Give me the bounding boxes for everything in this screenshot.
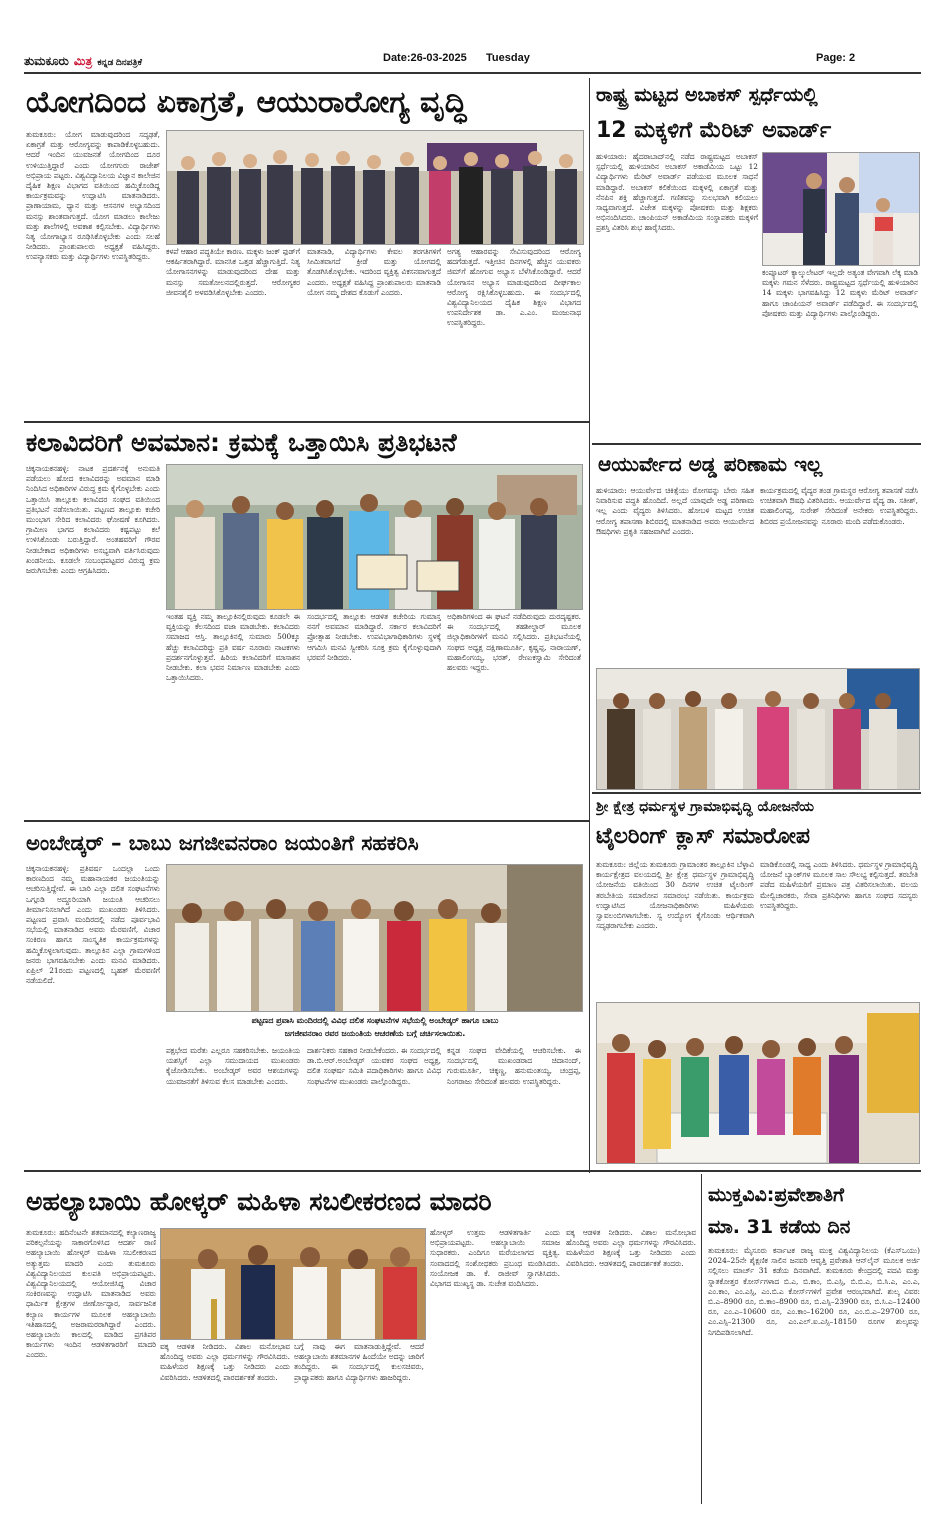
tailoring-headline-2: ಟೈಲರಿಂಗ್ ಕ್ಲಾಸ್ ಸಮಾರೋಪ <box>596 824 811 849</box>
tailoring-photo <box>596 1002 920 1164</box>
yoga-photo <box>166 130 584 245</box>
ayurveda-col1: ಹುಳಿಯಾರು: ಆಯುರ್ವೇದ ಚಿಕಿತ್ಸೆಯು ರೋಗವನ್ನು ಬೇರು ಸಹಿತ ನಿವಾರಿಸುವ ಪದ್ಧತಿ ಹೊಂದಿದೆ. ಅಲ್ಲದೆ ಯಾವುದೇ ಅಡ್ಡ ಪರಿಣಾಮ ಇಲ್ಲ ಎಂದು ವೈದ್ಯರು ತಿಳಿಸಿದರು. ಹೋಬಳಿ ಮಟ್ಟದ ಉಚಿತ ಆರೋಗ್ಯ ತಪಾಸಣಾ ಶಿಬಿರದಲ್ಲಿ ಮಾತನಾಡಿದ ಅವರು ಆಯುರ್ವೇದ ಔಷಧಿಗಳು ಪ್ರಕೃತಿ ಸಹಜವಾಗಿವೆ ಎಂದರು. <box>596 486 754 536</box>
ahalya-col4: ಹೋಳ್ಕರ್ ಉತ್ತಮ ಆಡಳಿತಗಾರ್ತಿ ಎಂದು ಅಭಿಪ್ರಾಯಪಟ್ಟರು. ಅಹಲ್ಯಾಬಾಯಿ ಸಮಾಜ ಸುಧಾರಕರು. ಎಂದಿಗೂ ಮರೆಯಲಾಗದ ವ್ಯಕ್ತಿತ್ವ. ಸಂವಾದದಲ್ಲಿ ಸಂಶೋಧಕರು ಪ್ರಬಂಧ ಮಂಡಿಸಿದರು. ಸಂಯೋಜಕ ಡಾ. ಕೆ. ರಾಜೀವ್ ಸ್ವಾಗತಿಸಿದರು. ವಿಭಾಗದ ಮುಖ್ಯಸ್ಥ ಡಾ. ಸುಚೇತ ವಂದಿಸಿದರು. <box>430 1228 560 1289</box>
ayurveda-headline: ಆಯುರ್ವೇದ ಅಡ್ಡ ಪರಿಣಾಮ ಇಲ್ಲ <box>598 452 823 476</box>
ambedkar-caption: ಪಟ್ಟಣದ ಪ್ರವಾಸಿ ಮಂದಿರದಲ್ಲಿ ವಿವಿಧ ದಲಿತ ಸಂಘಟನೆಗಳ ಸಭೆಯಲ್ಲಿ ಅಂಬೇಡ್ಕರ್ ಹಾಗೂ ಬಾಬು ಜಗಜೀವನರಾಂ ರವರ ಜಯಂತಿಯ ಆಚರಣೆಯ ಬಗ್ಗೆ ಚರ್ಚಿಸಲಾಯಿತು. <box>251 1016 499 1038</box>
ambedkar-headline: ಅಂಬೇಡ್ಕರ್ – ಬಾಬು ಜಗಜೀವನರಾಂ ಜಯಂತಿಗೆ ಸಹಕರಿಸಿ <box>26 831 419 855</box>
column-rule-bottom <box>701 1174 702 1504</box>
abacus-col2: ಕಂಪ್ಯೂಟರ್ ಕ್ಯಾಲ್ಕುಲೇಟರ್ ಇಲ್ಲದೇ ಅತ್ಯಂತ ವೇಗವಾಗಿ ಲೆಕ್ಕ ಮಾಡಿ ಮಕ್ಕಳು ಗಮನ ಸೆಳೆದರು. ರಾಷ್ಟ್ರಮಟ್ಟದ ಸ್ಪರ್ಧೆಯಲ್ಲಿ ಹುಳಿಯಾರಿನ 14 ಮಕ್ಕಳು ಭಾಗವಹಿಸಿದ್ದು 12 ಮಕ್ಕಳು ಮೆರಿಟ್ ಅವಾರ್ಡ್ ಹಾಗೂ ಚಾಂಪಿಯನ್ ಅವಾರ್ಡ್ ಪಡೆದಿದ್ದಾರೆ. ಈ ಸಂದರ್ಭದಲ್ಲಿ ಪೋಷಕರು ಮತ್ತು ವಿದ್ಯಾರ್ಥಿಗಳು ಪಾಲ್ಗೊಂಡಿದ್ದರು. <box>762 268 918 318</box>
ayurveda-col2: ಕಾರ್ಯಕ್ರಮದಲ್ಲಿ ವೈದ್ಯರ ತಂಡ ಗ್ರಾಮಸ್ಥರ ಆರೋಗ್ಯ ತಪಾಸಣೆ ನಡೆಸಿ ಉಚಿತವಾಗಿ ಔಷಧಿ ವಿತರಿಸಿದರು. ಆಯುರ್ವೇದ ವೈದ್ಯ ಡಾ. ಸತೀಶ್, ಮಹಾಲಿಂಗಪ್ಪ, ಸುರೇಶ್ ಸೇರಿದಂತೆ ಅನೇಕರು ಉಪಸ್ಥಿತರಿದ್ದರು. ಶಿಬಿರದ ಪ್ರಯೋಜನವನ್ನು ನೂರಾರು ಮಂದಿ ಪಡೆದುಕೊಂಡರು. <box>760 486 918 526</box>
yoga-col2: ಕಳಪೆ ಆಹಾರ ಪದ್ಧತಿಯೇ ಕಾರಣ. ಮಕ್ಕಳು ಜಂಕ್ ಫುಡ್‌ಗೆ ಆಕರ್ಷಿತರಾಗಿದ್ದಾರೆ. ಮಾನಸಿಕ ಒತ್ತಡ ಹೆಚ್ಚಾಗುತ್ತಿದೆ. ನಿತ್ಯ ಯೋಗಾಸನಗಳನ್ನು ಮಾಡುವುದರಿಂದ ದೇಹ ಮತ್ತು ಮನಸ್ಸು ಸಮತೋಲನದಲ್ಲಿರುತ್ತದೆ. ಆರೋಗ್ಯಕರ ಜೀವನಶೈಲಿ ಅಳವಡಿಸಿಕೊಳ್ಳಬೇಕು ಎಂದರು. <box>166 247 300 297</box>
abacus-headline-1: ರಾಷ್ಟ್ರ ಮಟ್ಟದ ಅಬಾಕಸ್ ಸ್ಪರ್ಧೆಯಲ್ಲಿ <box>596 84 818 106</box>
masthead-subtitle: ಕನ್ನಡ ದಿನಪತ್ರಿಕೆ <box>97 57 142 67</box>
abacus-photo <box>762 152 920 266</box>
ahalya-col3: ಬಗ್ಗೆ ನಾವು ಈಗ ಮಾತನಾಡುತ್ತಿದ್ದೇವೆ. ಆದರೆ ಅಹಲ್ಯಾಬಾಯಿ ಶತಮಾನಗಳ ಹಿಂದೆಯೇ ಅದನ್ನು ಜಾರಿಗೆ ತಂದಿದ್ದರು. ಈ ಸಂದರ್ಭದಲ್ಲಿ ಕುಲಸಚಿವರು, ಪ್ರಾಧ್ಯಾಪಕರು ಹಾಗೂ ವಿದ್ಯಾರ್ಥಿಗಳು ಹಾಜರಿದ್ದರು. <box>294 1342 424 1382</box>
ahalya-col1: ತುಮಕೂರು: ಹದಿನೆಂಟನೇ ಶತಮಾನದಲ್ಲಿ ಕಲ್ಯಾಣರಾಜ್ಯ ಪರಿಕಲ್ಪನೆಯನ್ನು ಸಾಕಾರಗೊಳಿಸಿದ ಆದರ್ಶ ರಾಣಿ ಅಹಲ್ಯಾಬಾಯಿ ಹೋಳ್ಕರ್ ಮಹಿಳಾ ಸಬಲೀಕರಣದ ಅತ್ಯುತ್ತಮ ಮಾದರಿ ಎಂದು ತುಮಕೂರು ವಿಶ್ವವಿದ್ಯಾನಿಲಯದ ಕುಲಪತಿ ಅಭಿಪ್ರಾಯಪಟ್ಟರು. ವಿಶ್ವವಿದ್ಯಾನಿಲಯದಲ್ಲಿ ಆಯೋಜಿಸಿದ್ದ ವಿಚಾರ ಸಂಕಿರಣವನ್ನು ಉದ್ಘಾಟಿಸಿ ಮಾತನಾಡಿದ ಅವರು ಧಾರ್ಮಿಕ ಕ್ಷೇತ್ರಗಳ ಜೀರ್ಣೋದ್ಧಾರ, ಸಾರ್ವಜನಿಕ ಕಲ್ಯಾಣ ಕಾರ್ಯಗಳ ಮೂಲಕ ಅಹಲ್ಯಾಬಾಯಿ ಇತಿಹಾಸದಲ್ಲಿ ಅಜರಾಮರರಾಗಿದ್ದಾರೆ ಎಂದರು. ಅಹಲ್ಯಾಬಾಯಿ ಕಾಲದಲ್ಲಿ ಮಾಡಿದ ಪ್ರಗತಿಪರ ಕಾರ್ಯಗಳು ಇಂದಿನ ಆಡಳಿತಗಾರರಿಗೆ ಮಾದರಿ ಎಂದರು. <box>26 1228 156 1360</box>
protest-headline: ಕಲಾವಿದರಿಗೆ ಅವಮಾನ: ಕ್ರಮಕ್ಕೆ ಒತ್ತಾಯಿಸಿ ಪ್ರತಿಭಟನೆ <box>26 428 457 457</box>
section-rule-3 <box>24 1170 921 1172</box>
ahalya-headline: ಅಹಲ್ಯಾಬಾಯಿ ಹೋಳ್ಕರ್ ಮಹಿಳಾ ಸಬಲೀಕರಣದ ಮಾದರಿ <box>26 1187 492 1216</box>
yoga-headline: ಯೋಗದಿಂದ ಏಕಾಗ್ರತೆ, ಆಯುರಾರೋಗ್ಯ ವೃದ್ಧಿ <box>26 85 467 120</box>
protest-photo <box>166 464 583 610</box>
admission-col1: ತುಮಕೂರು: ಮೈಸೂರು ಕರ್ನಾಟಕ ರಾಜ್ಯ ಮುಕ್ತ ವಿಶ್ವವಿದ್ಯಾನಿಲಯ (ಕೆಎಸ್‌ಒಯು) 2024–25ನೇ ಶೈಕ್ಷಣಿಕ ಸಾಲಿನ ಜನವರಿ ಆವೃತ್ತಿ ಪ್ರವೇಶಾತಿ ಆನ್‌ಲೈನ್ ಮೂಲಕ ಅರ್ಜಿ ಸಲ್ಲಿಸಲು ಮಾರ್ಚ್ 31 ಕಡೆಯ ದಿನವಾಗಿದೆ. ತುಮಕೂರು ಕೇಂದ್ರದಲ್ಲಿ ಪದವಿ ಮತ್ತು ಸ್ನಾತಕೋತ್ತರ ಕೋರ್ಸ್‌ಗಳಾದ ಬಿ.ಎ, ಬಿ.ಕಾಂ, ಬಿ.ಎಸ್ಸಿ, ಬಿ.ಬಿ.ಎ, ಬಿ.ಸಿ.ಎ, ಎಂ.ಎ, ಎಂ.ಕಾಂ, ಎಂ.ಎಸ್ಸಿ, ಎಂ.ಬಿ.ಎ ಕೋರ್ಸ್‌ಗಳಿಗೆ ಪ್ರವೇಶ ಆರಂಭವಾಗಿದೆ. ಶುಲ್ಕ ವಿವರ: ಬಿ.ಎ–8900 ರೂ, ಬಿ.ಕಾಂ–8900 ರೂ, ಬಿ.ಎಸ್ಸಿ–23900 ರೂ, ಬಿ.ಸಿ.ಎ–12400 ರೂ, ಎಂ.ಎ–10600 ರೂ, ಎಂ.ಕಾಂ–16200 ರೂ, ಎಂ.ಬಿ.ಎ–29700 ರೂ, ಎಂ.ಎಸ್ಸಿ–21300 ರೂ, ಎಂ.ಎಲ್.ಐ.ಎಸ್ಸಿ–18150 ರೂಗಳ ಶುಲ್ಕವನ್ನು ನಿಗದಿಪಡಿಸಲಾಗಿದೆ. <box>708 1246 920 1337</box>
ayurveda-photo <box>596 668 920 790</box>
header-day: Tuesday <box>486 52 530 64</box>
yoga-col3: ಮಾತನಾಡಿ, ವಿದ್ಯಾರ್ಥಿಗಳು ಕೇವಲ ತರಗತಿಗಳಿಗೆ ಸೀಮಿತವಾಗದೆ ಕ್ರೀಡೆ ಮತ್ತು ಯೋಗದಲ್ಲಿ ತೊಡಗಿಸಿಕೊಳ್ಳಬೇಕು. ಇದರಿಂದ ವ್ಯಕ್ತಿತ್ವ ವಿಕಸನವಾಗುತ್ತದೆ ಎಂದರು. ಅಧ್ಯಕ್ಷತೆ ವಹಿಸಿದ್ದ ಪ್ರಾಂಶುಪಾಲರು ಮಾತನಾಡಿ ಯೋಗ ನಮ್ಮ ದೇಶದ ಕೊಡುಗೆ ಎಂದರು. <box>307 247 441 297</box>
section-rule-right-1 <box>592 443 921 445</box>
tailoring-col2: ಮಾಡಿಕೊಂಡಲ್ಲಿ ಸಾಧ್ಯ ಎಂದು ತಿಳಿಸಿದರು. ಧರ್ಮಸ್ಥಳ ಗ್ರಾಮಾಭಿವೃದ್ಧಿ ಯೋಜನೆ ಬ್ಯಾಂಕ್‌ಗಳ ಮೂಲಕ ಸಾಲ ಸೌಲಭ್ಯ ಕಲ್ಪಿಸುತ್ತದೆ. ತರಬೇತಿ ಪಡೆದ ಮಹಿಳೆಯರಿಗೆ ಪ್ರಮಾಣ ಪತ್ರ ವಿತರಿಸಲಾಯಿತು. ವಲಯ ಮೇಲ್ವಿಚಾರಕರು, ಸೇವಾ ಪ್ರತಿನಿಧಿಗಳು ಹಾಗೂ ಸಂಘದ ಸದಸ್ಯರು ಉಪಸ್ಥಿತರಿದ್ದರು. <box>760 860 918 910</box>
ambedkar-col3: ದಾರ್ಶನಿಕರು ಸಹಕಾರ ನೀಡಬೇಕೆಂದರು. ಈ ಸಂದರ್ಭದಲ್ಲಿ ಡಾ.ಬಿ.ಆರ್.ಅಂಬೇಡ್ಕರ್ ಯುವಕರ ಸಂಘದ ಅಧ್ಯಕ್ಷ, ದಲಿತ ಸಂಘರ್ಷ ಸಮಿತಿ ಪದಾಧಿಕಾರಿಗಳು ಹಾಗೂ ವಿವಿಧ ಸಂಘಟನೆಗಳ ಮುಖಂಡರು ಪಾಲ್ಗೊಂಡಿದ್ದರು. <box>307 1046 441 1086</box>
header-rule <box>24 72 921 74</box>
section-rule-2 <box>24 820 589 822</box>
yoga-col1: ತುಮಕೂರು: ಯೋಗ ಮಾಡುವುದರಿಂದ ಸದೃಢತೆ, ಏಕಾಗ್ರತೆ ಮತ್ತು ಆರೋಗ್ಯವನ್ನು ಕಾಪಾಡಿಕೊಳ್ಳಬಹುದು. ಆದರೆ ಇಂದಿನ ಯುವಜನತೆ ಯೋಗದಿಂದ ದೂರ ಉಳಿಯುತ್ತಿದ್ದಾರೆ ಎಂದು ಯೋಗಗುರು ರಾಜೇಶ್ ಅಭಿಪ್ರಾಯ ಪಟ್ಟರು. ವಿಶ್ವವಿದ್ಯಾನಿಲಯ ವಿಜ್ಞಾನ ಕಾಲೇಜಿನ ದೈಹಿಕ ಶಿಕ್ಷಣ ವಿಭಾಗದ ವತಿಯಿಂದ ಹಮ್ಮಿಕೊಂಡಿದ್ದ ಕಾರ್ಯಕ್ರಮವನ್ನು ಉದ್ಘಾಟಿಸಿ ಮಾತನಾಡಿದರು. ಪ್ರಾಣಾಯಾಮ, ಧ್ಯಾನ ಮತ್ತು ಆಸನಗಳ ಅಭ್ಯಾಸದಿಂದ ಮನಸ್ಸು ಶಾಂತವಾಗುತ್ತದೆ. ಯೋಗ ಮಾಡಲು ಕಾಲೇಜು ಮತ್ತು ಶಾಲೆಗಳಲ್ಲಿ ಅವಕಾಶ ಕಲ್ಪಿಸಬೇಕು. ವಿದ್ಯಾರ್ಥಿಗಳು ನಿತ್ಯ ಯೋಗಾಭ್ಯಾಸ ರೂಢಿಸಿಕೊಳ್ಳಬೇಕು ಎಂದು ಸಲಹೆ ನೀಡಿದರು. ಪ್ರಾಂಶುಪಾಲರು ಅಧ್ಯಕ್ಷತೆ ವಹಿಸಿದ್ದರು. ಉಪನ್ಯಾಸಕರು ಮತ್ತು ವಿದ್ಯಾರ್ಥಿಗಳು ಉಪಸ್ಥಿತರಿದ್ದರು. <box>26 130 160 262</box>
masthead-brand: ಮಿತ್ರ <box>73 54 93 68</box>
masthead <box>24 50 244 68</box>
abacus-headline-2: 12 ಮಕ್ಕಳಿಗೆ ಮೆರಿಟ್ ಅವಾರ್ಡ್ <box>596 118 832 143</box>
header-page: Page: 2 <box>816 52 856 64</box>
protest-col1: ಚಿಕ್ಕನಾಯಕನಹಳ್ಳಿ: ನಾಟಕ ಪ್ರದರ್ಶನಕ್ಕೆ ಅನುಮತಿ ಪಡೆಯಲು ಹೋದ ಕಲಾವಿದರನ್ನು ಅವಮಾನ ಮಾಡಿ ನಿಂದಿಸಿದ ಅಧಿಕಾರಿಗಳ ವಿರುದ್ಧ ಕ್ರಮ ಕೈಗೊಳ್ಳಬೇಕು ಎಂದು ಒತ್ತಾಯಿಸಿ ತಾಲ್ಲೂಕು ಕಲಾವಿದರ ಸಂಘದ ವತಿಯಿಂದ ಪ್ರತಿಭಟನೆ ನಡೆಸಲಾಯಿತು. ಪಟ್ಟಣದ ತಾಲ್ಲೂಕು ಕಚೇರಿ ಮುಂಭಾಗ ಸೇರಿದ ಕಲಾವಿದರು ಘೋಷಣೆ ಕೂಗಿದರು. ಗ್ರಾಮೀಣ ಭಾಗದ ಕಲಾವಿದರು ಕಷ್ಟಪಟ್ಟು ಕಲೆ ಉಳಿಸಿಕೊಂಡು ಬರುತ್ತಿದ್ದಾರೆ. ಅಂತಹವರಿಗೆ ಗೌರವ ನೀಡಬೇಕಾದ ಅಧಿಕಾರಿಗಳು ಅಸಭ್ಯವಾಗಿ ವರ್ತಿಸಿರುವುದು ಖಂಡನೀಯ. ಕೂಡಲೇ ಸಂಬಂಧಪಟ್ಟವರ ವಿರುದ್ಧ ಕ್ರಮ ಜರುಗಿಸಬೇಕು ಎಂದು ಆಗ್ರಹಿಸಿದರು. <box>26 464 160 576</box>
masthead-title: ತುಮಕೂರು <box>24 54 69 68</box>
admission-headline-1: ಮುಕ್ತವಿವಿ:ಪ್ರವೇಶಾತಿಗೆ <box>708 1184 845 1206</box>
admission-headline-2: ಮಾ. 31 ಕಡೆಯ ದಿನ <box>708 1216 851 1238</box>
tailoring-headline-1: ಶ್ರೀ ಕ್ಷೇತ್ರ ಧರ್ಮಸ್ಥಳ ಗ್ರಾಮಾಭಿವೃದ್ಧಿ ಯೋಜನೆಯ <box>596 799 814 815</box>
ambedkar-col4: ಕನ್ನಡ ಸಂಘದ ವೇದಿಕೆಯಲ್ಲಿ ಆಚರಿಸಬೇಕು. ಈ ಸಂದರ್ಭದಲ್ಲಿ ಮುಖಂಡರಾದ ಚಿದಾನಂದ್, ಗುರುಮೂರ್ತಿ, ಚಿಕ್ಕಣ್ಣ, ಹನುಮಂತಯ್ಯ, ಚಂದ್ರಪ್ಪ, ನಿಂಗರಾಜು ಸೇರಿದಂತೆ ಹಲವರು ಉಪಸ್ಥಿತರಿದ್ದರು. <box>447 1046 581 1086</box>
tailoring-col1: ತುಮಕೂರು: ಜಿಲ್ಲೆಯ ತುಮಕೂರು ಗ್ರಾಮಾಂತರ ತಾಲ್ಲೂಕಿನ ಬೆಳ್ಳಾವಿ ಕಾರ್ಯಕ್ಷೇತ್ರದ ವಲಯದಲ್ಲಿ ಶ್ರೀ ಕ್ಷೇತ್ರ ಧರ್ಮಸ್ಥಳ ಗ್ರಾಮಾಭಿವೃದ್ಧಿ ಯೋಜನೆಯ ವತಿಯಿಂದ 30 ದಿನಗಳ ಉಚಿತ ಟೈಲರಿಂಗ್ ತರಬೇತಿಯ ಸಮಾರೋಪ ಸಮಾರಂಭ ನಡೆಯಿತು. ಕಾರ್ಯಕ್ರಮ ಉದ್ಘಾಟಿಸಿದ ಯೋಜನಾಧಿಕಾರಿಗಳು ಮಹಿಳೆಯರು ಸ್ವಾವಲಂಬಿಗಳಾಗಬೇಕು. ಸ್ವ ಉದ್ಯೋಗ ಕೈಗೊಂಡು ಆರ್ಥಿಕವಾಗಿ ಸದೃಢರಾಗಬೇಕು ಎಂದರು. <box>596 860 754 931</box>
protest-col2: ಇಂತಹ ವ್ಯಕ್ತಿ ನಮ್ಮ ತಾಲ್ಲೂಕಿನಲ್ಲಿರುವುದು ಕೂಡಲೇ ಈ ವ್ಯಕ್ತಿಯನ್ನು ಕೆಲಸದಿಂದ ವಜಾ ಮಾಡಬೇಕು. ಕಲಾವಿದರು ಸಮಾಜದ ಆಸ್ತಿ. ತಾಲ್ಲೂಕಿನಲ್ಲಿ ಸುಮಾರು 500ಕ್ಕೂ ಹೆಚ್ಚು ಕಲಾವಿದರಿದ್ದು ಪ್ರತಿ ವರ್ಷ ನೂರಾರು ನಾಟಕಗಳು ಪ್ರದರ್ಶನಗೊಳ್ಳುತ್ತವೆ. ಹಿರಿಯ ಕಲಾವಿದರಿಗೆ ಮಾಸಾಶನ ನೀಡಬೇಕು. ಕಲಾ ಭವನ ನಿರ್ಮಾಣ ಮಾಡಬೇಕು ಎಂದು ಒತ್ತಾಯಿಸಿದರು. <box>166 612 300 683</box>
abacus-col1: ಹುಳಿಯಾರು: ಹೈದರಾಬಾದ್‌ನಲ್ಲಿ ನಡೆದ ರಾಷ್ಟ್ರಮಟ್ಟದ ಅಬಾಕಸ್ ಸ್ಪರ್ಧೆಯಲ್ಲಿ ಹುಳಿಯಾರಿನ ಅಬಾಕಸ್ ಅಕಾಡೆಮಿಯ ಒಟ್ಟು 12 ವಿದ್ಯಾರ್ಥಿಗಳು ಮೆರಿಟ್ ಅವಾರ್ಡ್ ಪಡೆಯುವ ಮೂಲಕ ಸಾಧನೆ ಮಾಡಿದ್ದಾರೆ. ಅಬಾಕಸ್ ಕಲಿಕೆಯಿಂದ ಮಕ್ಕಳಲ್ಲಿ ಏಕಾಗ್ರತೆ ಮತ್ತು ನೆನಪಿನ ಶಕ್ತಿ ಹೆಚ್ಚಾಗುತ್ತದೆ. ಗಣಿತವನ್ನು ಸುಲಭವಾಗಿ ಕಲಿಯಲು ಸಾಧ್ಯವಾಗುತ್ತದೆ. ವಿಜೇತ ಮಕ್ಕಳನ್ನು ಪೋಷಕರು ಮತ್ತು ಶಿಕ್ಷಕರು ಅಭಿನಂದಿಸಿದರು. ಚಾಂಪಿಯನ್ ಅಕಾಡೆಮಿಯ ಸಂಸ್ಥಾಪಕರು ಮಕ್ಕಳಿಗೆ ಪ್ರಶಸ್ತಿ ವಿತರಿಸಿ ಶುಭ ಹಾರೈಸಿದರು. <box>596 152 758 233</box>
ambedkar-col1: ಚಿಕ್ಕನಾಯಕನಹಳ್ಳಿ: ಪ್ರತಿವರ್ಷ ಒಂದಲ್ಲಾ ಒಂದು ಕಾರಣದಿಂದ ನಮ್ಮ ಮಹಾನಾಯಕರ ಜಯಂತಿಯನ್ನು ಆಚರಿಸುತ್ತಿದ್ದೇವೆ. ಈ ಬಾರಿ ಎಲ್ಲಾ ದಲಿತ ಸಂಘಟನೆಗಳು ಒಗ್ಗೂಡಿ ಅದ್ದೂರಿಯಾಗಿ ಜಯಂತಿ ಆಚರಿಸಲು ತೀರ್ಮಾನಿಸಲಾಗಿದೆ ಎಂದು ಮುಖಂಡರು ತಿಳಿಸಿದರು. ಪಟ್ಟಣದ ಪ್ರವಾಸಿ ಮಂದಿರದಲ್ಲಿ ನಡೆದ ಪೂರ್ವಭಾವಿ ಸಭೆಯಲ್ಲಿ ಮಾತನಾಡಿದ ಅವರು ಮೆರವಣಿಗೆ, ವಿಚಾರ ಸಂಕಿರಣ ಹಾಗೂ ಸಾಂಸ್ಕೃತಿಕ ಕಾರ್ಯಕ್ರಮಗಳನ್ನು ಹಮ್ಮಿಕೊಳ್ಳಲಾಗುವುದು. ತಾಲ್ಲೂಕಿನ ಎಲ್ಲಾ ಗ್ರಾಮಗಳಿಂದ ಜನರು ಭಾಗವಹಿಸಬೇಕು ಎಂದು ಮನವಿ ಮಾಡಿದರು. ಏಪ್ರಿಲ್ 21ರಂದು ಪಟ್ಟಣದಲ್ಲಿ ಬೃಹತ್ ಮೆರವಣಿಗೆ ನಡೆಯಲಿದೆ. <box>26 864 160 986</box>
ambedkar-photo <box>166 864 583 1012</box>
ambedkar-col2: ಪಕ್ಷಭೇದ ಮರೆತು ಎಲ್ಲರೂ ಸಹಕರಿಸಬೇಕು. ಜಯಂತಿಯ ಯಶಸ್ಸಿಗೆ ಎಲ್ಲಾ ಸಮುದಾಯದ ಮುಖಂಡರು ಕೈಜೋಡಿಸಬೇಕು. ಅಂಬೇಡ್ಕರ್ ಅವರ ಆಶಯಗಳನ್ನು ಯುವಜನತೆಗೆ ತಿಳಿಸುವ ಕೆಲಸ ಮಾಡಬೇಕು ಎಂದರು. <box>166 1046 300 1086</box>
header-date: Date:26-03-2025 <box>383 52 467 64</box>
ahalya-photo <box>160 1228 426 1340</box>
ahalya-col2: ವಕ್ಕ ಆಡಳಿತ ನೀಡಿದರು. ವಿಶಾಲ ಮನೋಭಾವ ಹೊಂದಿದ್ದ ಅವರು ಎಲ್ಲಾ ಧರ್ಮಗಳನ್ನು ಗೌರವಿಸಿದರು. ಮಹಿಳೆಯರ ಶಿಕ್ಷಣಕ್ಕೆ ಒತ್ತು ನೀಡಿದರು ಎಂದು ವಿವರಿಸಿದರು. ಆಡಳಿತದಲ್ಲಿ ಪಾರದರ್ಶಕತೆ ತಂದರು. <box>160 1342 290 1382</box>
section-rule-1 <box>24 421 589 423</box>
yoga-col4: ಅಗತ್ಯ ಆಹಾರವನ್ನು ಸೇವಿಸುವುದರಿಂದ ಆರೋಗ್ಯ ಹದಗೆಡುತ್ತದೆ. ಇತ್ತೀಚಿನ ದಿನಗಳಲ್ಲಿ ಹೆಚ್ಚಿನ ಯುವಕರು ಜಿಮ್‌ಗೆ ಹೋಗುವ ಅಭ್ಯಾಸ ಬೆಳೆಸಿಕೊಂಡಿದ್ದಾರೆ. ಆದರೆ ಯೋಗಾಸನ ಅಭ್ಯಾಸ ಮಾಡುವುದರಿಂದ ದೀರ್ಘಕಾಲ ಆರೋಗ್ಯ ರಕ್ಷಿಸಿಕೊಳ್ಳಬಹುದು. ಈ ಸಂದರ್ಭದಲ್ಲಿ ವಿಶ್ವವಿದ್ಯಾನಿಲಯದ ದೈಹಿಕ ಶಿಕ್ಷಣ ವಿಭಾಗದ ಉಪನಿರ್ದೇಶಕ ಡಾ. ಎ.ಎಂ. ಮಂಜುನಾಥ ಉಪಸ್ಥಿತರಿದ್ದರು. <box>447 247 581 328</box>
protest-col3: ಸಂದರ್ಭದಲ್ಲಿ ತಾಲ್ಲೂಕು ಆಡಳಿತ ಕಚೇರಿಯ ಗುಮಾಸ್ತ ನನಗೆ ಅವಮಾನ ಮಾಡಿದ್ದಾರೆ. ಸರ್ಕಾರ ಕಲಾವಿದರಿಗೆ ಪ್ರೋತ್ಸಾಹ ನೀಡಬೇಕು. ಉಪವಿಭಾಗಾಧಿಕಾರಿಗಳು ಸ್ಥಳಕ್ಕೆ ಆಗಮಿಸಿ ಮನವಿ ಸ್ವೀಕರಿಸಿ ಸೂಕ್ತ ಕ್ರಮ ಕೈಗೊಳ್ಳುವುದಾಗಿ ಭರವಸೆ ನೀಡಿದರು. <box>307 612 441 662</box>
column-rule-right <box>589 78 590 1173</box>
section-rule-right-2 <box>592 792 921 794</box>
ahalya-col5: ವಕ್ಕ ಆಡಳಿತ ನೀಡಿದರು. ವಿಶಾಲ ಮನೋಭಾವ ಹೊಂದಿದ್ದ ಅವರು ಎಲ್ಲಾ ಧರ್ಮಗಳನ್ನು ಗೌರವಿಸಿದರು. ಮಹಿಳೆಯರ ಶಿಕ್ಷಣಕ್ಕೆ ಒತ್ತು ನೀಡಿದರು ಎಂದು ವಿವರಿಸಿದರು. ಆಡಳಿತದಲ್ಲಿ ಪಾರದರ್ಶಕತೆ ತಂದರು. <box>566 1228 696 1268</box>
protest-col4: ಅಧಿಕಾರಿಗಳಿಂದ ಈ ಘಟನೆ ನಡೆದಿರುವುದು ದುರದೃಷ್ಟಕರ. ಈ ಸಂದರ್ಭದಲ್ಲಿ ತಹಶೀಲ್ದಾರ್ ಮೂಲಕ ಜಿಲ್ಲಾಧಿಕಾರಿಗಳಿಗೆ ಮನವಿ ಸಲ್ಲಿಸಿದರು. ಪ್ರತಿಭಟನೆಯಲ್ಲಿ ಸಂಘದ ಅಧ್ಯಕ್ಷ ದಕ್ಷಿಣಾಮೂರ್ತಿ, ಕೃಷ್ಣಪ್ಪ, ನಾರಾಯಣ್, ಮಹಾಲಿಂಗಯ್ಯ, ಭರತ್, ರೇಣುಕಸ್ವಾಮಿ ಸೇರಿದಂತೆ ಹಲವರು ಇದ್ದರು. <box>447 612 581 673</box>
